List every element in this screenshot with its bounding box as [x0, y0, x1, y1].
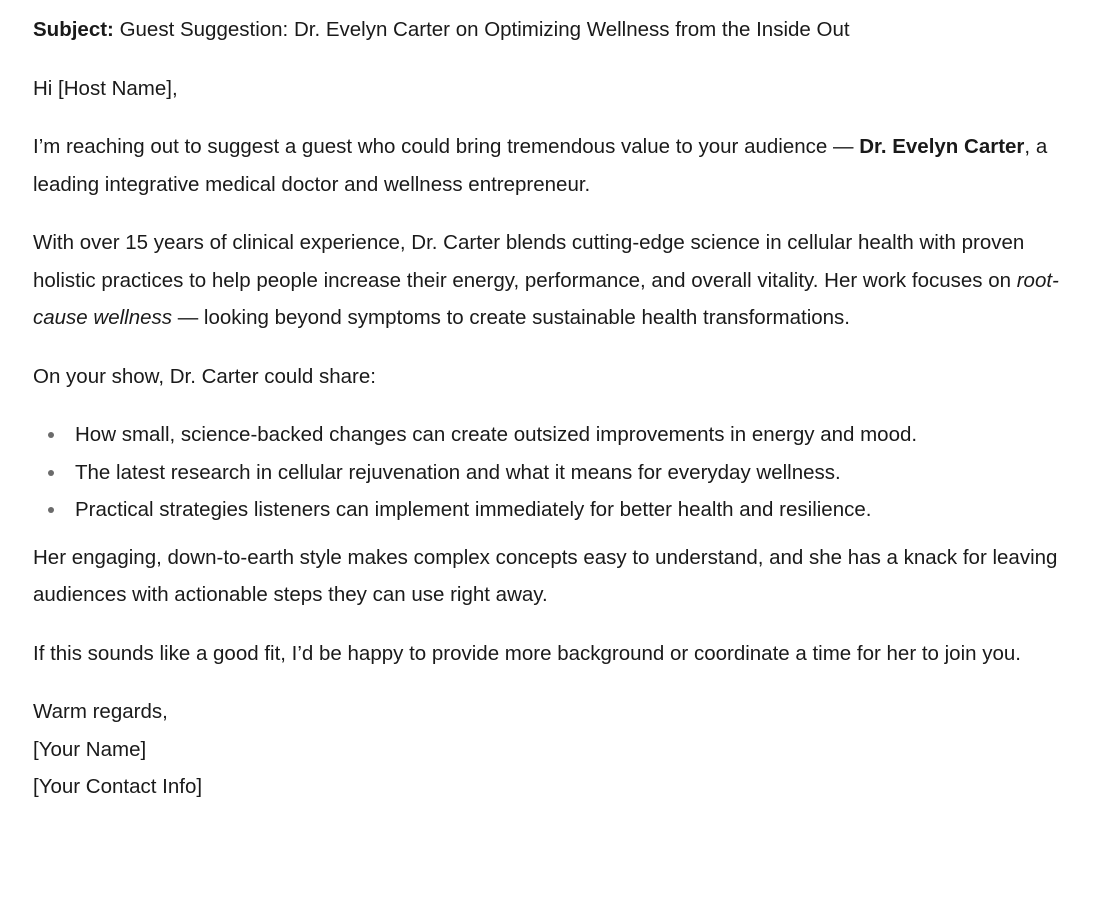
signoff-closing: Warm regards, — [33, 700, 168, 723]
list-item: Practical strategies listeners can implement immediately for better health and resilience. — [33, 491, 1062, 529]
greeting: Hi [Host Name], — [33, 76, 178, 100]
closing-offer-paragraph: If this sounds like a good fit, I’d be happy to provide more background or coordinate a time for her to join you. — [33, 641, 1021, 665]
subject-text: Guest Suggestion: Dr. Evelyn Carter on Optimizing Wellness from the Inside Out — [119, 18, 850, 41]
intro-text: I’m reaching out to suggest a guest who could bring tremendous value to your audience — — [33, 135, 860, 158]
guest-name: Dr. Evelyn Carter — [859, 135, 1025, 158]
list-item: The latest research in cellular rejuvenation and what it means for everyday wellness. — [33, 454, 1062, 492]
style-paragraph: Her engaging, down-to-earth style makes complex concepts easy to understand, and she has a knack for leaving audiences with actionable steps they can use right away. — [33, 545, 1058, 606]
subject-line — [33, 11, 1062, 49]
intro-paragraph — [33, 128, 1062, 203]
background-text: With over 15 years of clinical experience, Dr. Carter blends cutting-edge science in cellular health with proven holistic practices to help people increase their energy, performance, and overall vitality. Her work focuses on — [33, 231, 1025, 292]
intro-text-after: , a leading integrative medical doctor and wellness entrepreneur. — [33, 135, 1048, 196]
signoff-name: [Your Name] — [33, 737, 147, 761]
list-intro: On your show, Dr. Carter could share: — [33, 364, 376, 388]
signoff — [33, 693, 1062, 806]
background-paragraph — [33, 224, 1062, 337]
background-text-after: — looking beyond symptoms to create sustainable health transformations. — [172, 306, 851, 329]
subject-label: Subject: — [33, 18, 114, 41]
talking-points-list — [33, 416, 1062, 529]
background-emphasis: root-cause wellness — [33, 268, 1059, 329]
list-item: How small, science-backed changes can create outsized improvements in energy and mood. — [33, 416, 1062, 454]
signoff-contact: [Your Contact Info] — [33, 775, 203, 798]
